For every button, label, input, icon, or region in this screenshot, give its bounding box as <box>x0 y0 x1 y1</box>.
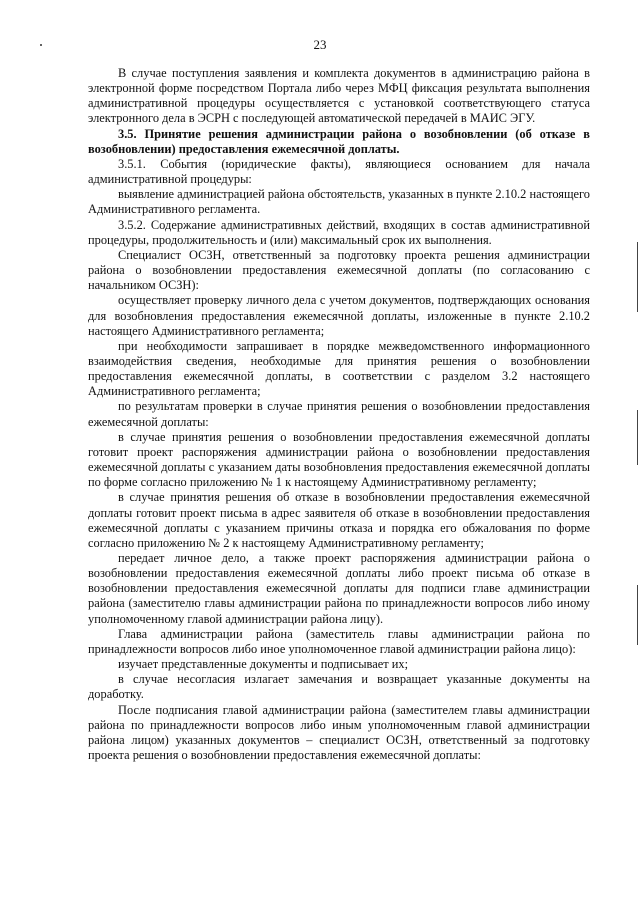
paragraph: 3.5.2. Содержание административных действий, входящих в состав административной процедуры, продолжительность и (или) максимальный срок их выполнения. <box>88 217 590 247</box>
paragraph: Глава администрации района (заместитель главы администрации района по принадлежности вопросов либо иное уполномоченное главой администрации района лицо): <box>88 626 590 656</box>
section-heading: 3.5. Принятие решения администрации района о возобновлении (об отказе в возобновлении) предоставления ежемесячной доплаты. <box>88 126 590 156</box>
paragraph: осуществляет проверку личного дела с учетом документов, подтверждающих основания для возобновления предоставления ежемесячной доплаты, изложенные в пункте 2.10.2 настоящего Административного регламента; <box>88 293 590 338</box>
paragraph: Специалист ОСЗН, ответственный за подготовку проекта решения администрации района о возобновлении предоставления ежемесячной доплаты (по согласованию с начальником ОСЗН): <box>88 247 590 293</box>
paragraph: в случае несогласия излагает замечания и возвращает указанные документы на доработку. <box>88 672 590 702</box>
paragraph: при необходимости запрашивает в порядке межведомственного информационного взаимодействия сведения, необходимые для принятия решения о возобновлении предоставления ежемесячной доплаты, в соответствии с разделом 3.2 настоящего Административного регламента; <box>88 338 590 399</box>
margin-mark <box>637 410 638 465</box>
paragraph: 3.5.1. События (юридические факты), являющиеся основанием для начала административной процедуры: <box>88 156 590 187</box>
paragraph: В случае поступления заявления и комплекта документов в администрацию района в электронной форме посредством Портала либо через МФЦ фиксация результата выполнения административной процедуры осуществляется с установкой соответствующего статуса электронного дела в ЭСРН с последующей автоматической передачей в МАИС ЭГУ. <box>88 66 590 126</box>
page-number: 23 <box>313 37 327 52</box>
document-body <box>88 66 590 763</box>
paragraph: по результатам проверки в случае принятия решения о возобновлении предоставления ежемесячной доплаты: <box>88 399 590 429</box>
paragraph: выявление администрацией района обстоятельств, указанных в пункте 2.10.2 настоящего Административного регламента. <box>88 187 590 217</box>
paragraph: После подписания главой администрации района (заместителем главы администрации района по принадлежности вопросов либо иным уполномоченным главой администрации района лицом) указанных документов – специалист ОСЗН, ответственный за подготовку проекта решения о возобновлении предоставления ежемесячной доплаты: <box>88 702 590 763</box>
paragraph: передает личное дело, а также проект распоряжения администрации района о возобновлении предоставления ежемесячной доплаты либо проект письма об отказе в возобновлении предоставления ежемесячной доплаты для подписи главе администрации района (заместителю главы администрации района по принадлежности вопросов либо иному уполномоченному главой администрации района лицу). <box>88 551 590 626</box>
scan-speck <box>40 44 42 46</box>
paragraph: в случае принятия решения о возобновлении предоставления ежемесячной доплаты готовит проект распоряжения администрации района о возобновлении предоставления ежемесячной доплаты с указанием даты возобновления предоставления ежемесячной доплаты по форме согласно приложению № 1 к настоящему Административному регламенту; <box>88 429 590 490</box>
margin-mark <box>637 585 638 645</box>
paragraph: изучает представленные документы и подписывает их; <box>118 657 409 672</box>
paragraph: в случае принятия решения об отказе в возобновлении предоставления ежемесячной доплаты готовит проект письма в адрес заявителя об отказе в возобновлении предоставления ежемесячной доплаты с указанием причины отказа и порядка его обжалования по форме согласно приложению № 2 к настоящему Административному регламенту; <box>88 490 590 550</box>
margin-mark <box>637 242 638 312</box>
